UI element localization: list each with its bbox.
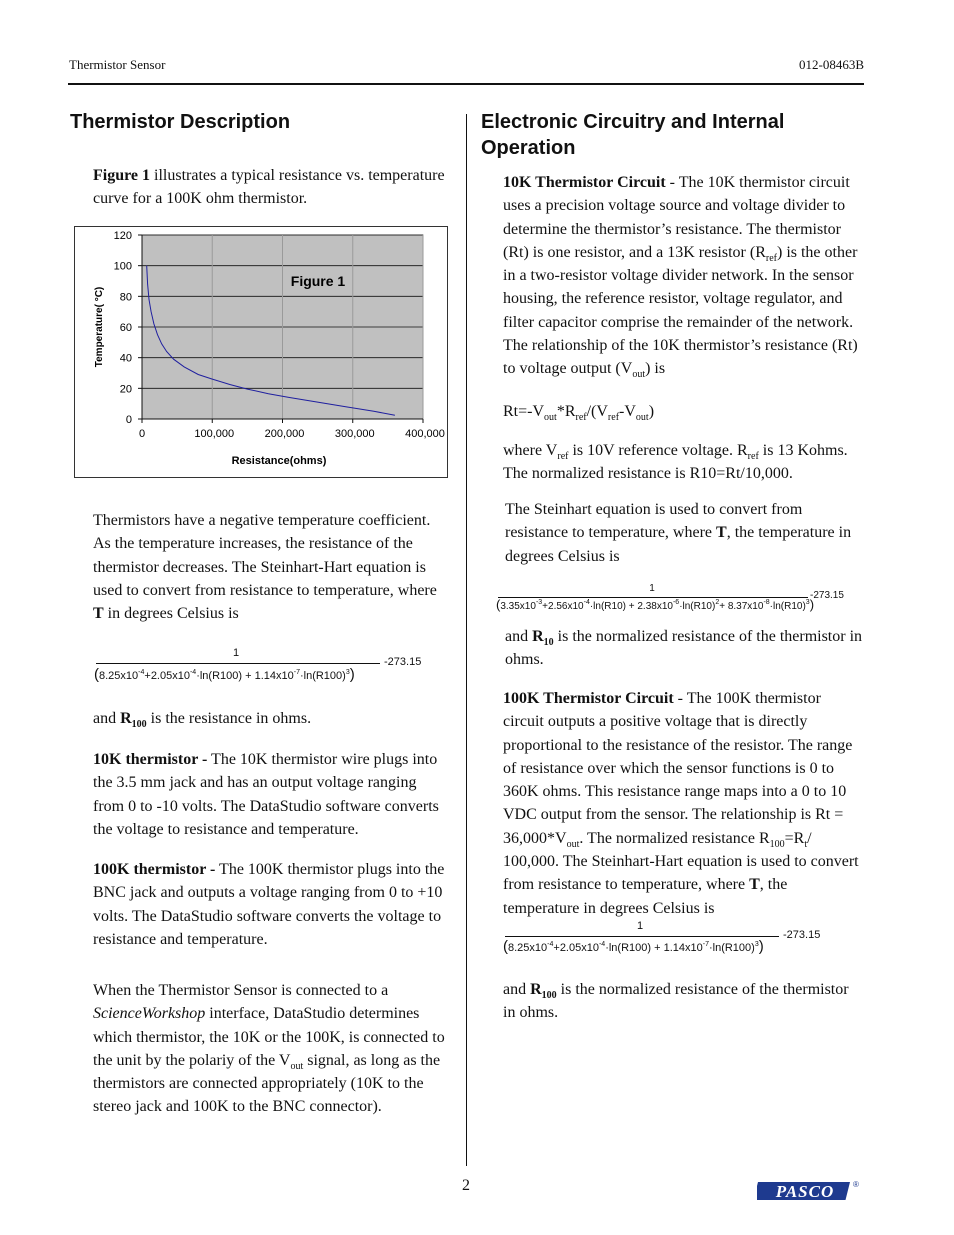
eq3-numerator: 1 [636, 920, 644, 932]
vref-paragraph: where $V_{ref}$ is 10V reference voltage. $R_{ref}$ is 13 Kohms. The normalized resistance is R10=Rt/10,000. [503, 442, 848, 483]
y-tick-label: 120 [113, 230, 132, 242]
para1-bold: T [93, 605, 104, 623]
100k-thermistor-paragraph [93, 858, 453, 951]
right-heading: Electronic Circuitry and Internal Operation [481, 111, 785, 159]
document-number: 012-08463B [799, 57, 864, 72]
r100-definition: and $R_{100}$ is the resistance in ohms. [93, 710, 312, 730]
equation-3 [503, 919, 843, 963]
scienceworkshop-italic: ScienceWorkshop [93, 1005, 206, 1023]
100k-text: The 100K thermistor plugs into the BNC jack and outputs a voltage ranging from 0 to +10 volts. The DataStudio software converts the voltage to resistance and temperature. [93, 861, 445, 948]
eq1-fraction-bar [96, 663, 380, 664]
chart-title: Figure 1 [290, 273, 346, 289]
svg-text:PASCO: PASCO [775, 1182, 835, 1201]
steinhart-paragraph: The Steinhart equation is used to convert from resistance to temperature, where T, the temperature in degrees Celsius is [505, 501, 852, 565]
y-tick-label: 60 [119, 322, 132, 334]
equation-1 [94, 646, 434, 696]
running-header-title: Thermistor Sensor [69, 57, 166, 72]
y-tick-label: 0 [125, 414, 132, 426]
eq1-numerator: 1 [232, 647, 240, 659]
10k-circuit-paragraph: 10K Thermistor Circuit - The 10K thermistor circuit uses a precision voltage source and voltage divider to determine the thermistor’s resistance. The thermistor (Rt) is one resistor, and a 13K resistor $(R_{ref})$ is the other in a two-resistor voltage divider network. In the sensor housing, the reference resistor, voltage regulator, and filter capacitor comprise the remainder of the network. The relationship of the 10K thermistor’s resistance (Rt) to voltage output $(V_{out})$ is [503, 174, 858, 381]
chart-svg [75, 227, 447, 477]
page-number: 2 [462, 1177, 470, 1194]
rt-formula: $Rt=-V_{out}*R_{ref}/(V_{ref}-V_{out})$ [503, 403, 655, 423]
eq2-numerator: 1 [649, 583, 655, 594]
y-tick-label: 100 [113, 260, 132, 273]
pasco-logo-mark [757, 1178, 861, 1202]
x-tick-label: 100,000 [194, 428, 235, 440]
intro-text: illustrates a typical resistance vs. temperature curve for a 100K ohm thermistor. [93, 167, 445, 208]
10k-text: The 10K thermistor wire plugs into the 3.5 mm jack and has an output voltage ranging from 0 to -10 volts. The DataStudio software converts the voltage to resistance and temperature. [93, 751, 439, 838]
y-tick-label: 80 [119, 291, 132, 304]
eq3-denominator: $(8.25x10^{-4}+2.05x10^{-4}\cdot\ln(R100) + 1.14x10^{-7}\cdot\ln(R100)^3)$ [503, 938, 764, 955]
equation-2 [496, 583, 856, 619]
connection-paragraph: When the Thermistor Sensor is connected to a ScienceWorkshop interface, DataStudio determines which thermistor, the 10K or the 100K, is connected to the unit by the polariy of the $V_{out}$ signal, as long as the thermistors are connected appropriately (10K to the stereo jack and 100K to the BNC connector). [93, 982, 445, 1116]
y-tick-label: 20 [119, 383, 132, 396]
eq3-fraction-bar [505, 936, 779, 937]
x-tick-label: 400,000 [405, 428, 445, 440]
x-axis-label: Resistance(ohms) [231, 455, 327, 467]
left-heading: Thermistor Description [70, 111, 291, 133]
10k-circuit-label: 10K Thermistor Circuit [503, 174, 666, 191]
r10-definition: and $R_{10}$ is the normalized resistance of the thermistor in ohms. [505, 628, 863, 669]
eq2-offset: -273.15 [810, 590, 844, 601]
r100-normalized-definition: and $R_{100}$ is the normalized resistance of the thermistor in ohms. [503, 981, 849, 1022]
x-tick-label: 200,000 [264, 428, 305, 440]
para1-text: Thermistors have a negative temperature coefficient. As the temperature increases, the resistance of the thermistor decreases. The Steinhart-Hart equation is used to convert from resistance to temperature, where [93, 512, 437, 599]
pasco-logo [757, 1178, 861, 1207]
100k-label: 100K thermistor - [93, 861, 216, 878]
eq1-denominator: $(8.25x10^{-4}+2.05x10^{-4}\cdot\ln(R100) + 1.14x10^{-7}\cdot\ln(R100)^3)$ [94, 666, 355, 683]
100k-circuit-label: 100K Thermistor Circuit [503, 690, 674, 707]
figure-1-chart [74, 226, 448, 478]
svg-text:®: ® [853, 1180, 859, 1189]
figure-ref: Figure 1 [93, 167, 151, 184]
intro-paragraph [93, 164, 453, 211]
100k-circuit-paragraph: 100K Thermistor Circuit - The 100K thermistor circuit outputs a positive voltage that is directly proportional to the resistance of the resistor. The range of resistance over which the sensor functions is 0 to 360K ohms. This resistance range maps into a 0 to 10 VDC output from the sensor. The relationship is $Rt = 36,000*V_{out}$. The normalized resistance $R_{100}=R_t/$ 100,000. The Steinhart-Hart equation is used to convert from resistance to temperature, where T, the temperature in degrees Celsius is [503, 690, 859, 917]
10k-thermistor-paragraph [93, 748, 451, 841]
thermistor-coefficient-paragraph [93, 509, 443, 625]
eq2-denominator: $(3.35x10^{-3}+2.56x10^{-4}\cdot\ln(R10) + 2.38x10^{-6}\cdot\ln(R10)^2+ 8.37x10^{-8}\cdot\ln(R10)^3)$ [496, 597, 815, 612]
eq3-offset: -273.15 [783, 929, 821, 941]
column-divider [466, 114, 467, 1166]
x-tick-label: 300,000 [334, 428, 375, 440]
eq1-offset: -273.15 [384, 656, 422, 668]
x-tick-label: 0 [138, 428, 146, 440]
y-tick-label: 40 [119, 352, 132, 365]
y-axis-label: Temperature( °C) [94, 286, 105, 368]
header-rule [68, 83, 864, 85]
para1-end: in degrees Celsius is [103, 605, 239, 623]
10k-label: 10K thermistor - [93, 751, 208, 768]
